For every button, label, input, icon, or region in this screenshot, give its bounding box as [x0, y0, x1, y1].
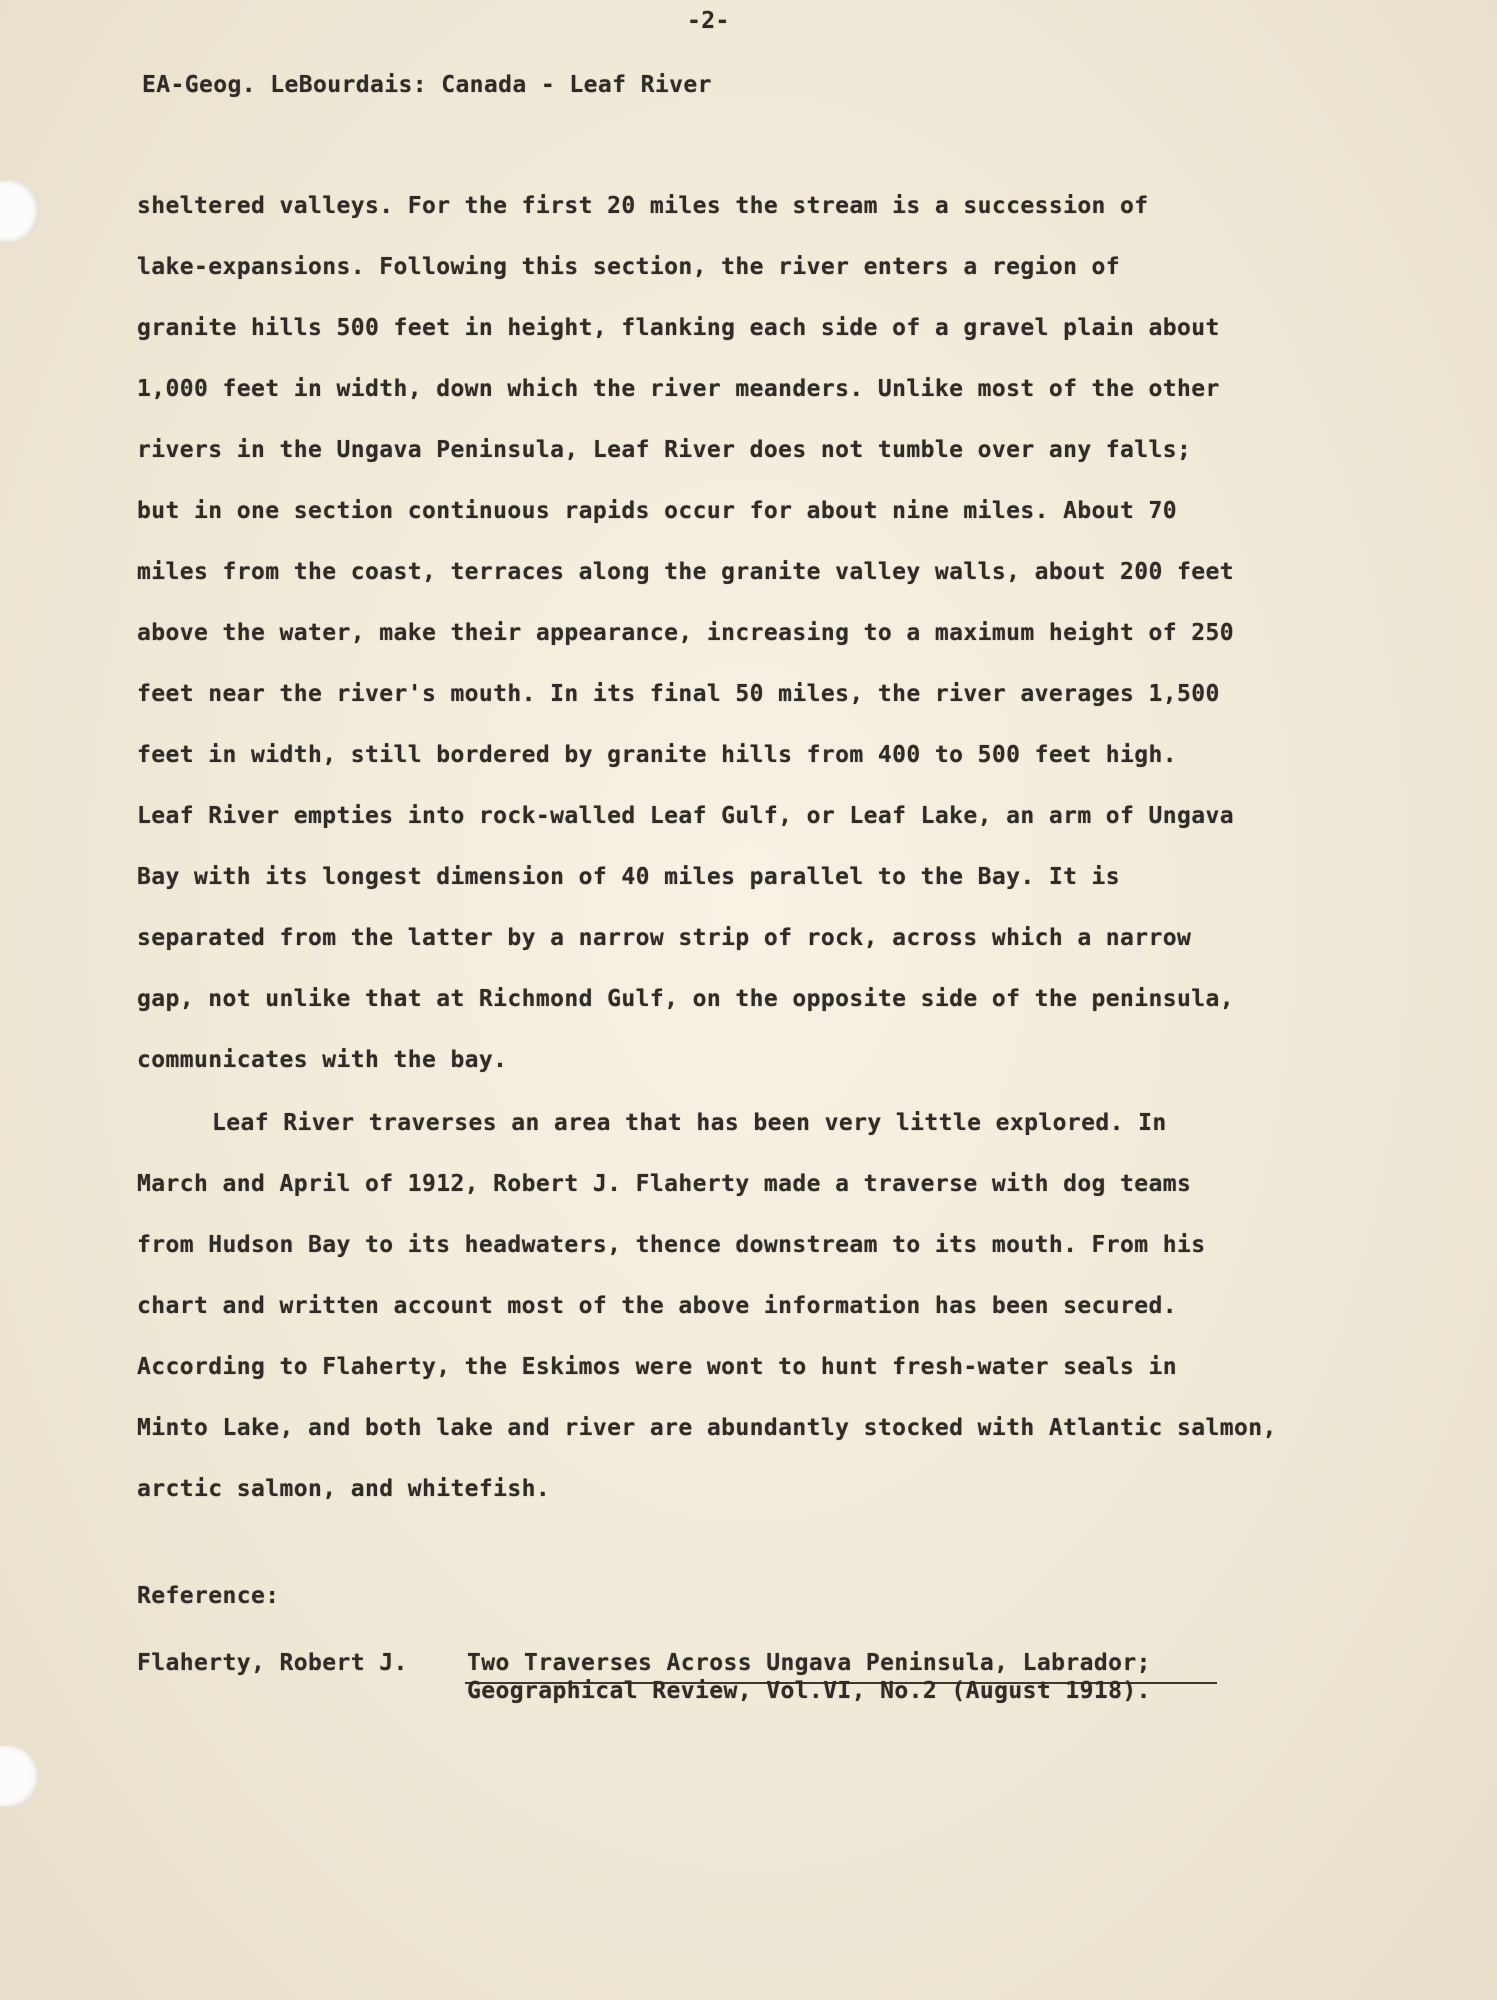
paragraph-1-line: sheltered valleys. For the first 20 miles the stream is a succession of — [137, 193, 1149, 219]
paragraph-2-line: March and April of 1912, Robert J. Flaherty made a traverse with dog teams — [137, 1171, 1192, 1197]
paragraph-1-line: Bay with its longest dimension of 40 miles parallel to the Bay. It is — [137, 864, 1121, 890]
punch-hole — [0, 1745, 40, 1807]
reference-title: Two Traverses Across Ungava Peninsula, Labrador; — [467, 1650, 1151, 1676]
paragraph-1-line: separated from the latter by a narrow strip of rock, across which a narrow — [137, 925, 1192, 951]
paragraph-1-line: 1,000 feet in width, down which the river meanders. Unlike most of the other — [137, 376, 1220, 402]
paragraph-2-line: Minto Lake, and both lake and river are abundantly stocked with Atlantic salmon, — [137, 1415, 1277, 1441]
paragraph-2-line: Leaf River traverses an area that has been very little explored. In — [212, 1110, 1167, 1136]
document-header: EA-Geog. LeBourdais: Canada - Leaf River — [142, 72, 712, 98]
paragraph-1-line: Leaf River empties into rock-walled Leaf Gulf, or Leaf Lake, an arm of Ungava — [137, 803, 1235, 829]
paragraph-2-line: arctic salmon, and whitefish. — [137, 1476, 551, 1502]
paragraph-1-line: but in one section continuous rapids occur for about nine miles. About 70 — [137, 498, 1178, 524]
paragraph-1-line: communicates with the bay. — [137, 1047, 508, 1073]
reference-author: Flaherty, Robert J. — [137, 1650, 408, 1676]
paragraph-1-line: rivers in the Ungava Peninsula, Leaf River does not tumble over any falls; — [137, 437, 1192, 463]
reference-source: Geographical Review, Vol.VI, No.2 (August 1918). — [467, 1678, 1151, 1704]
paragraph-1-line: above the water, make their appearance, increasing to a maximum height of 250 — [137, 620, 1235, 646]
paragraph-1-line: miles from the coast, terraces along the granite valley walls, about 200 feet — [137, 559, 1235, 585]
page-number: -2- — [687, 8, 730, 34]
paragraph-1-line: granite hills 500 feet in height, flanking each side of a gravel plain about — [137, 315, 1220, 341]
paragraph-1-line: gap, not unlike that at Richmond Gulf, on the opposite side of the peninsula, — [137, 986, 1235, 1012]
paragraph-1-line: feet near the river's mouth. In its final 50 miles, the river averages 1,500 — [137, 681, 1220, 707]
paragraph-1-line: lake-expansions. Following this section, the river enters a region of — [137, 254, 1121, 280]
paragraph-2-line: chart and written account most of the above information has been secured. — [137, 1293, 1178, 1319]
paragraph-2-line: According to Flaherty, the Eskimos were wont to hunt fresh-water seals in — [137, 1354, 1178, 1380]
paragraph-2-line: from Hudson Bay to its headwaters, thence downstream to its mouth. From his — [137, 1232, 1206, 1258]
reference-heading: Reference: — [137, 1583, 280, 1609]
punch-hole — [0, 180, 40, 242]
paragraph-1-line: feet in width, still bordered by granite hills from 400 to 500 feet high. — [137, 742, 1178, 768]
